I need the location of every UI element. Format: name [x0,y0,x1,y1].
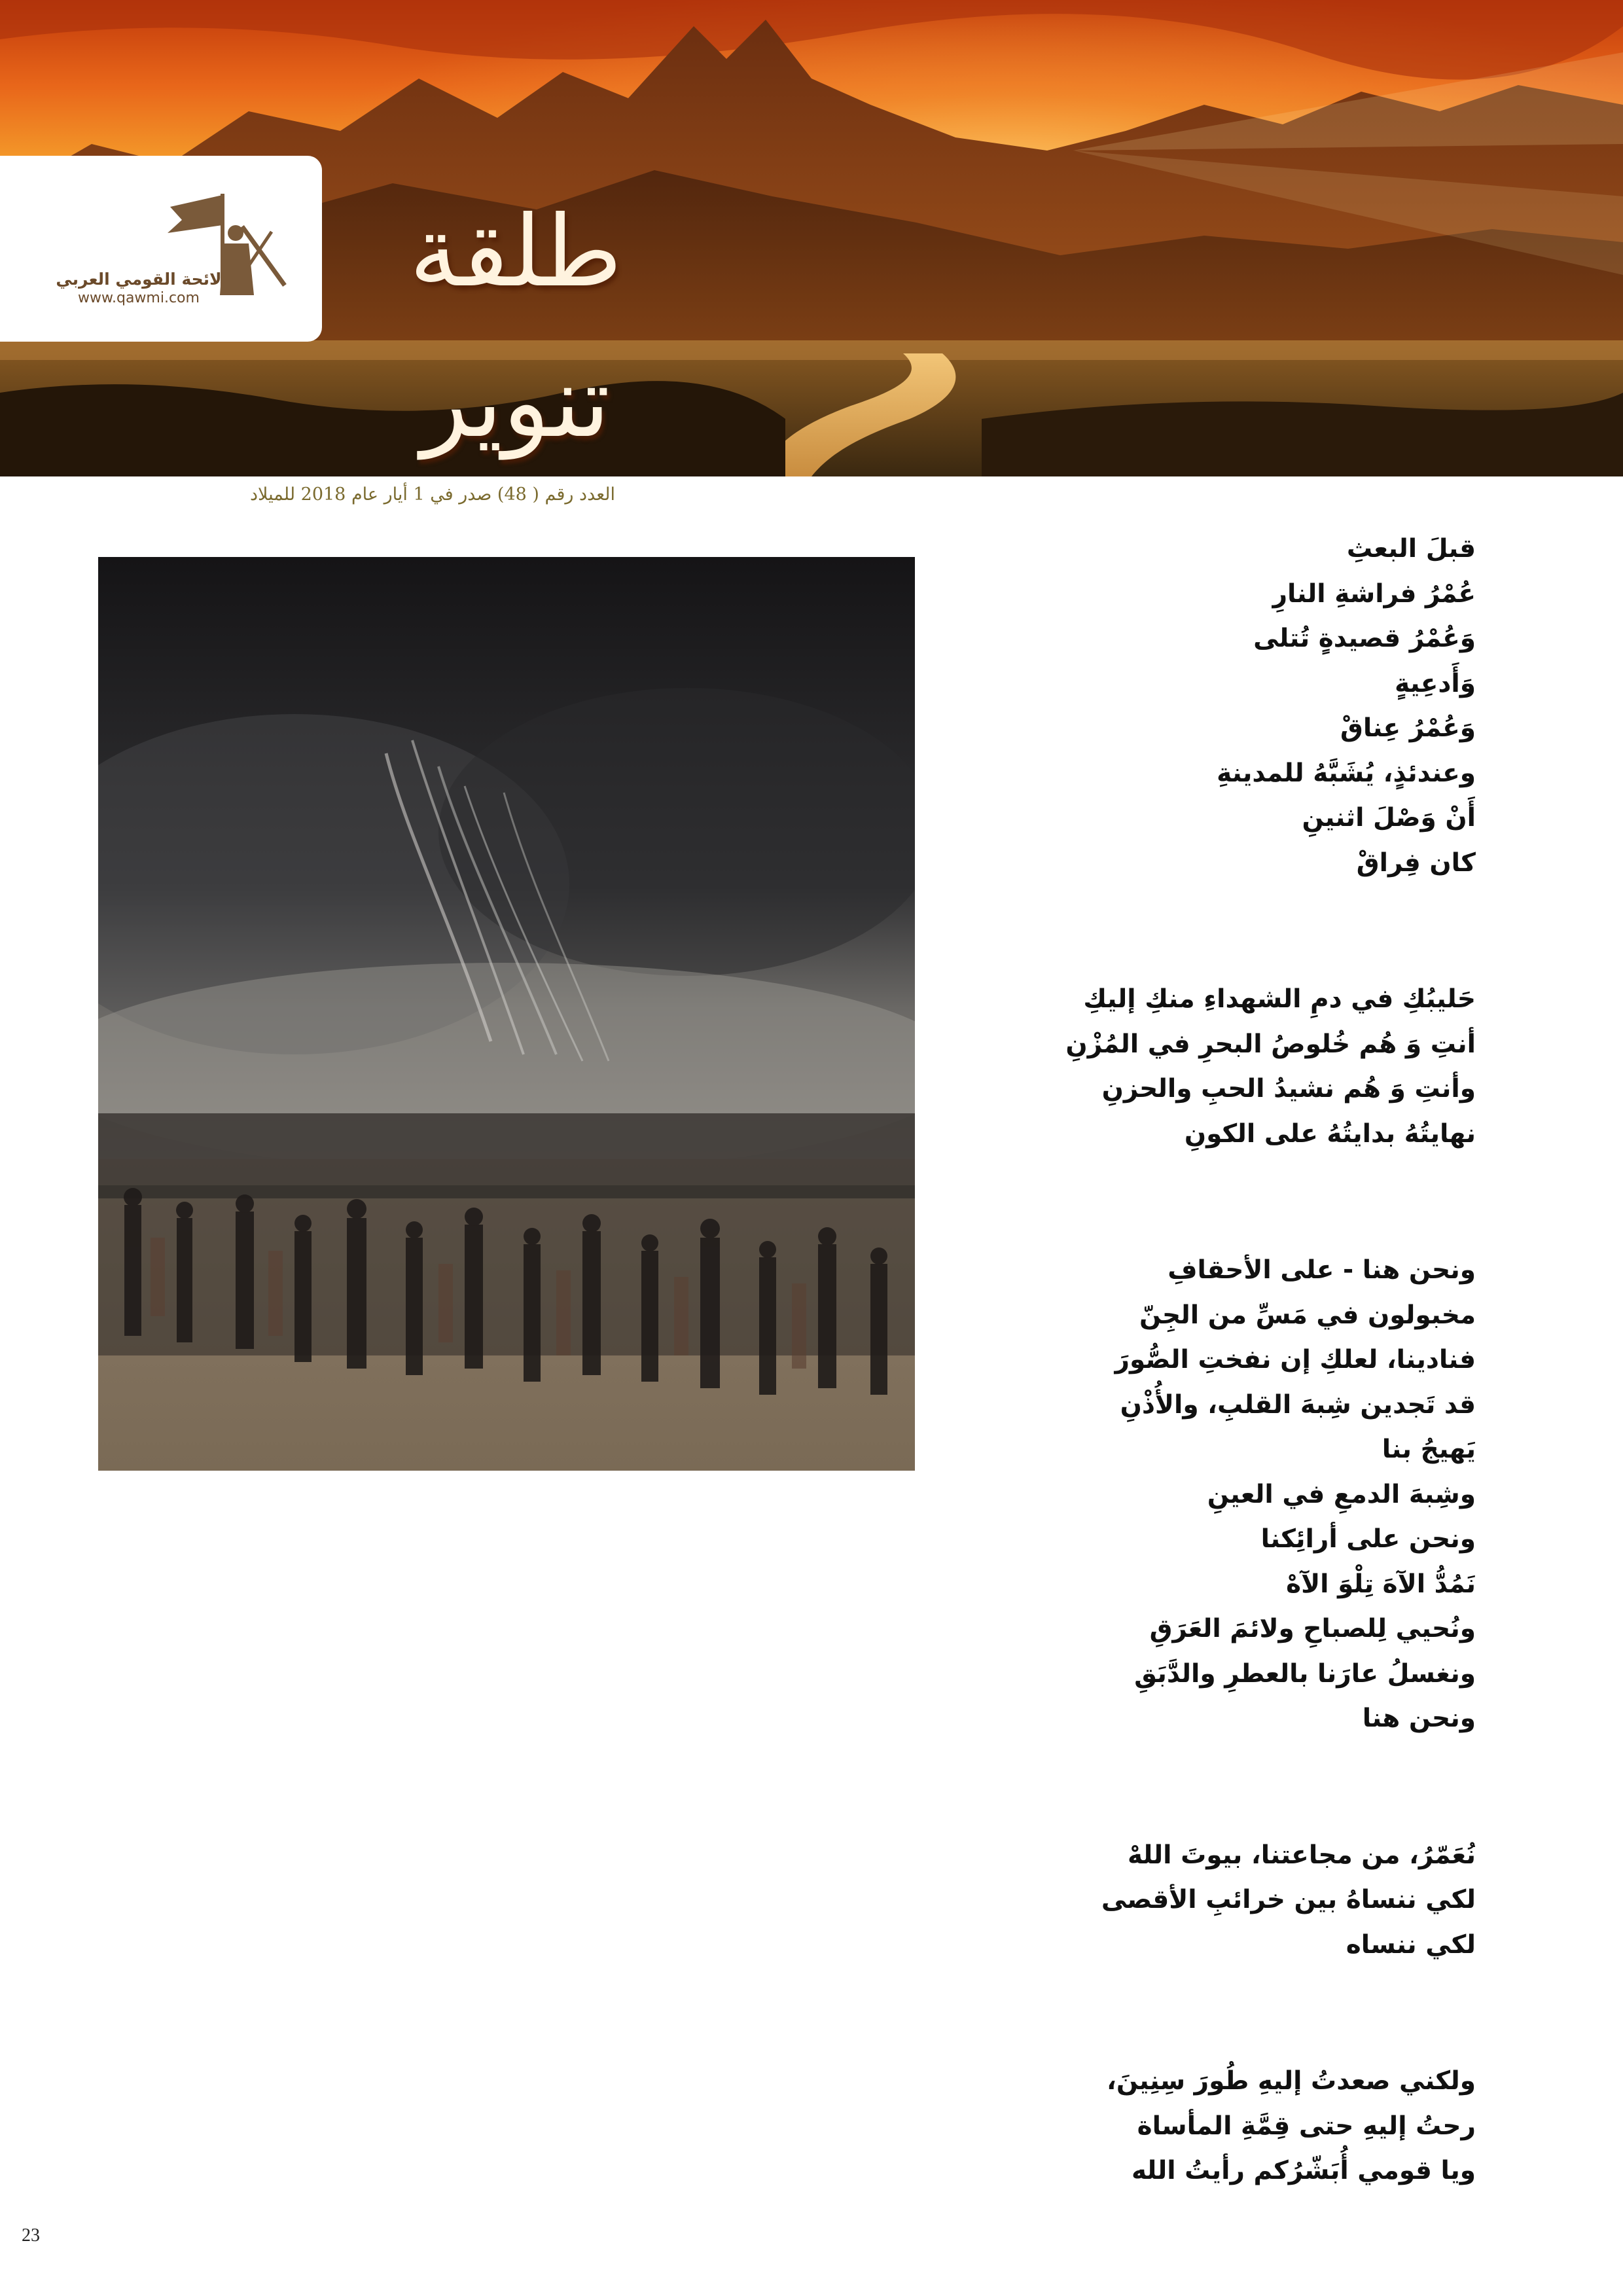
poem-line: ونُحيي لِلصباحِ ولائمَ العَرَقِ [1149,1614,1476,1643]
stanza-2 [982,977,1476,1157]
poem-line: لكي ننساه [1346,1929,1476,1960]
logo-panel [0,156,322,342]
logo-org-name: لائحة القومي العربي [56,270,222,289]
logo-website: www.qawmi.com [78,290,200,306]
poem-line: أَنْ وَصْلَ اثنينِ [1302,803,1476,833]
logo-text [41,270,237,306]
poem-line: مخبولون في مَسِّ من الجِنّ [1139,1300,1476,1330]
poem-line: لكي ننساهُ بين خرائبِ الأقصى [1101,1885,1476,1914]
poem-line: عُمْرُ فراشةِ النارِ [1272,579,1476,609]
stanza-3 [982,1248,1476,1742]
poem-line: نُعَمّرُ، من مجاعتنا، بيوتَ اللهْ [1127,1840,1476,1870]
poem-line: نَمُدُّ الآهَ تِلْوَ الآهْ [1286,1569,1476,1599]
poem-line: ونحن هنا - على الأحقافِ [1168,1255,1476,1285]
poem-line: كان فِراقْ [1356,848,1476,878]
crowd-smoke-image [98,557,915,1471]
protest-crowd-photo [98,557,915,1471]
poem-line: أنتِ وَ هُم خُلوصُ البحرِ في المُزْنِ [1065,1029,1476,1059]
poem-line: وأنتِ وَ هُم نشيدُ الحبِ والحزنِ [1101,1074,1476,1103]
poem-line: ونغسلُ عارَنا بالعطرِ والدَّبَقِ [1134,1659,1476,1689]
poem-line: رحتُ إليهِ حتى قِمَّةِ المأساة [1137,2111,1476,2141]
stanza-1 [982,527,1476,886]
page-number: 23 [22,2225,40,2246]
poem-line: وَأَدعِيةٍ [1395,668,1476,698]
poem-line: ونحن على أرائِكنا [1260,1524,1476,1554]
poem-line: ويا قومي أُبَشّرُكم رأيتُ الله [1132,2156,1476,2185]
poem-line: حَليبُكِ في دمِ الشهداءِ منكِ إليكِ [1083,984,1476,1014]
magazine-title: طلقة تنوير [409,195,622,459]
poem-line: وَعُمْرُ عِناقْ [1340,713,1476,743]
poem-line: وَعُمْرُ قصيدةٍ تُتلى [1253,624,1476,653]
issue-line: العدد رقم ( 48) صدر في 1 أيار عام 2018 للميلاد [250,484,615,505]
poem-line: فنادينا، لعلكِ إن نفختِ الصُّورَ [1115,1345,1476,1374]
poem-line: قد تَجدين شِبهَ القلبِ، والأُذْنِ [1120,1390,1476,1420]
poem-line: ونحن هنا [1362,1704,1476,1733]
poem-line: وعندئذٍ، يُشَبَّهُ للمدينةِ [1217,758,1476,788]
poem-line: قبلَ البعثِ [1346,534,1476,564]
stanza-4 [982,1833,1476,1968]
poem-line: وشِبهَ الدمعِ في العينِ [1207,1479,1476,1509]
poem-line: يَهيجُ بنا [1382,1435,1476,1464]
stanza-5 [982,2059,1476,2194]
header-banner [0,0,1623,476]
poem-line: ولكني صعدتُ إليهِ طُورَ سِنِينَ، [1107,2066,1476,2096]
poem-line: نهايتُهُ بدايتُهُ على الكونِ [1184,1119,1476,1149]
poem [982,527,1476,2194]
